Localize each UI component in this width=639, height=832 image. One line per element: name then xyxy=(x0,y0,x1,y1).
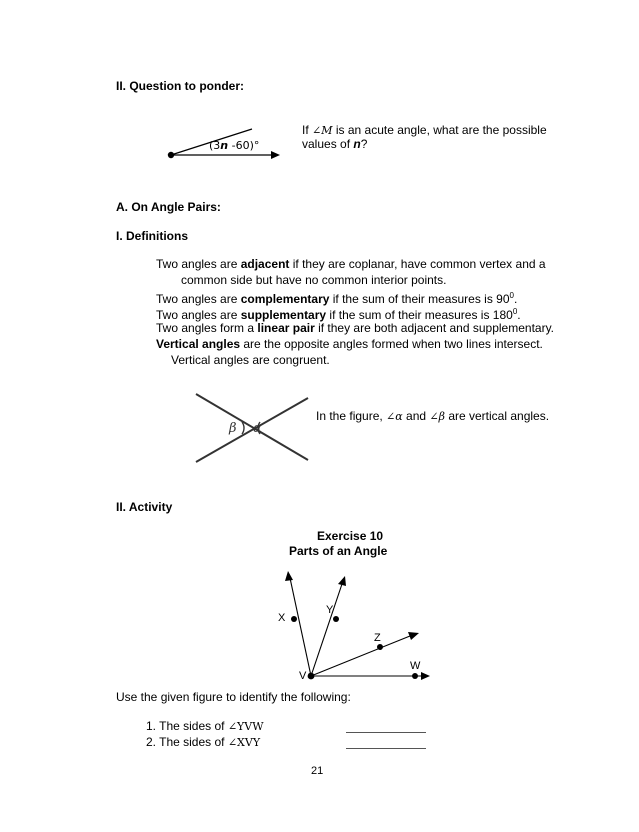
point-y xyxy=(333,616,339,622)
beta-label: β xyxy=(229,421,237,436)
label-y: Y xyxy=(326,604,334,616)
ponder-question-line2 xyxy=(302,137,367,151)
angle-expression-post: -60)° xyxy=(228,139,260,152)
arrow-head-icon xyxy=(338,576,346,586)
ponder-q2-var: n xyxy=(353,137,361,151)
ponder-heading: II. Question to ponder: xyxy=(116,79,244,93)
answer-blank-2[interactable] xyxy=(346,748,426,749)
arrow-head-icon xyxy=(421,672,430,680)
def-supp-end: . xyxy=(517,308,521,322)
angle-expression-label xyxy=(209,139,259,152)
point-x xyxy=(291,616,297,622)
label-z: Z xyxy=(374,632,381,644)
answer-blank-1[interactable] xyxy=(346,732,426,733)
activity-item-2 xyxy=(146,735,260,749)
label-v: V xyxy=(299,670,307,682)
angle-beta-symbol: ∠β xyxy=(429,410,445,423)
item1-text: 1. The sides of xyxy=(146,719,228,733)
item2-angle: ∠XVY xyxy=(227,736,261,749)
definitions-heading: I. Definitions xyxy=(116,229,188,243)
def-comp-post: if the sum of their measures is 90 xyxy=(329,292,510,306)
def-vertical-post: are the opposite angles formed when two lines intersect. xyxy=(240,337,543,351)
definition-adjacent xyxy=(156,256,546,272)
caption-post: are vertical angles. xyxy=(444,409,550,423)
caption-pre: In the figure, xyxy=(316,409,387,423)
beta-arc xyxy=(242,422,244,434)
angle-m-symbol: ∠M xyxy=(312,124,333,137)
activity-heading: II. Activity xyxy=(116,500,173,514)
def-linear-post: if they are both adjacent and supplementary. xyxy=(314,321,555,335)
def-adjacent-term: adjacent xyxy=(240,257,290,271)
def-comp-term: complementary xyxy=(240,292,330,306)
ponder-question-line1 xyxy=(302,123,547,137)
item2-text: 2. The sides of xyxy=(146,735,228,749)
vertical-figure-caption xyxy=(316,409,549,423)
vertex-point xyxy=(168,152,174,158)
label-w: W xyxy=(410,660,421,672)
arrow-head-icon xyxy=(285,571,293,581)
angle-alpha-symbol: ∠α xyxy=(386,410,403,423)
intersecting-line-1 xyxy=(196,394,308,460)
ray-vz xyxy=(311,636,410,676)
arrow-head-icon xyxy=(408,632,419,640)
def-comp-sup: 0 xyxy=(509,291,514,300)
ponder-q1-post: is an acute angle, what are the possible xyxy=(332,123,547,137)
definition-linear-pair xyxy=(156,320,554,336)
definition-vertical-line2: Vertical angles are congruent. xyxy=(171,353,330,367)
def-linear-pre: Two angles form a xyxy=(156,321,258,335)
exercise-title: Exercise 10 xyxy=(317,529,384,543)
definition-adjacent-line2: common side but have no common interior points. xyxy=(181,273,447,287)
ray-vy xyxy=(311,584,342,676)
point-v xyxy=(308,673,315,680)
alpha-label: α xyxy=(253,421,262,436)
def-supp-post: if the sum of their measures is 180 xyxy=(326,308,513,322)
def-comp-pre: Two angles are xyxy=(156,292,241,306)
ponder-q2-post: ? xyxy=(360,137,368,151)
angle-pairs-heading: A. On Angle Pairs: xyxy=(116,200,221,214)
def-linear-term: linear pair xyxy=(257,321,315,335)
def-comp-end: . xyxy=(513,292,518,306)
point-z xyxy=(377,644,383,650)
angle-expression-var: n xyxy=(220,139,229,152)
caption-mid: and xyxy=(402,409,430,423)
def-adjacent-pre: Two angles are xyxy=(156,257,241,271)
page-number: 21 xyxy=(311,765,324,777)
exercise-subtitle: Parts of an Angle xyxy=(289,544,388,558)
activity-instruction: Use the given figure to identify the following: xyxy=(116,690,351,704)
intersecting-line-2 xyxy=(196,398,308,462)
ray-vx xyxy=(290,578,311,676)
definition-vertical xyxy=(156,336,543,352)
ponder-q1-pre: If xyxy=(302,123,313,137)
ponder-q2-pre: values of xyxy=(302,137,354,151)
angle-expression-pre: (3 xyxy=(209,139,221,152)
def-supp-pre: Two angles are xyxy=(156,308,241,322)
point-w xyxy=(412,673,418,679)
arrow-head-icon xyxy=(271,151,280,159)
def-vertical-term: Vertical angles xyxy=(156,337,241,351)
def-supp-term: supplementary xyxy=(240,308,327,322)
def-supp-sup: 0 xyxy=(512,307,518,316)
label-x: X xyxy=(278,612,286,624)
def-adjacent-post: if they are coplanar, have common vertex and a xyxy=(289,257,546,271)
activity-item-1 xyxy=(146,719,264,733)
item1-angle: ∠YVW xyxy=(227,720,264,733)
